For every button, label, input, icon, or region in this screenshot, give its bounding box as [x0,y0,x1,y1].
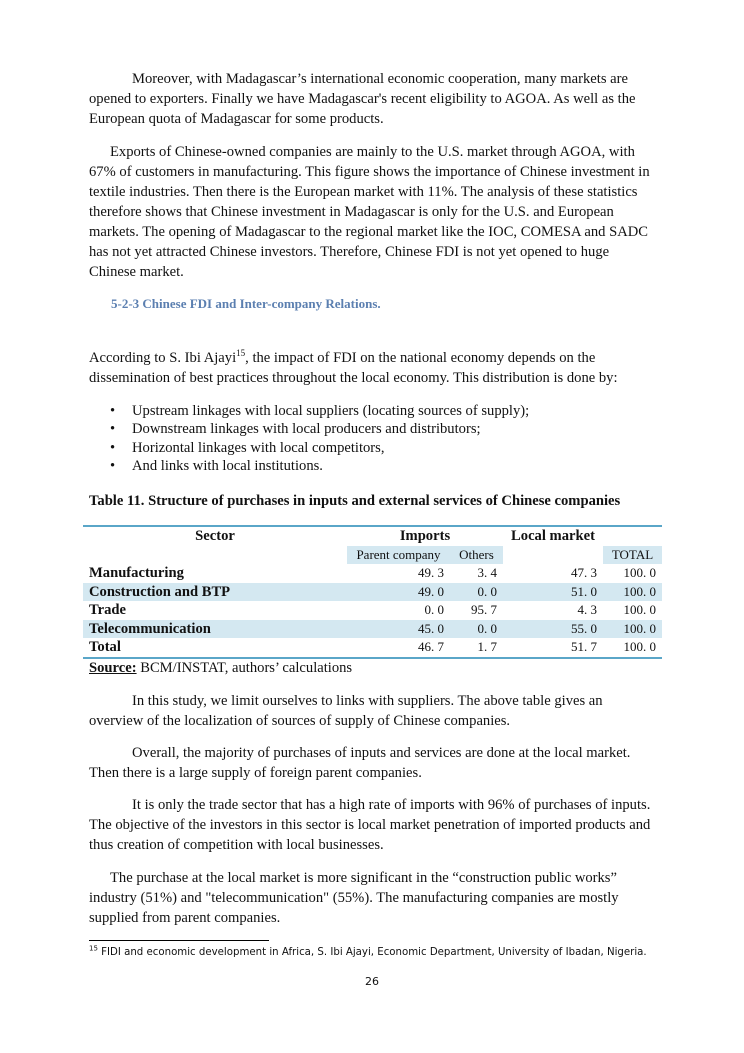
table-source [89,660,352,677]
row-parent: 49. 3 [418,565,444,580]
bullet-icon: • [110,457,116,474]
footnote-reference: 15 [236,348,246,359]
row-others: 1. 7 [477,639,497,654]
row-sector: Trade [89,602,127,618]
row-total: 100. 0 [623,602,656,617]
header-sector: Sector [195,528,235,544]
paragraph-cooperation: Moreover, with Madagascar’s international economic cooperation, many markets are opened to exporters. Finally we have Madagascar's recent eligibility to AGOA. As well as the European quota of Madagascar for some products. [89,71,636,127]
row-parent: 45. 0 [418,620,444,636]
row-others: 3. 4 [477,565,497,580]
row-parent: 0. 0 [424,602,444,617]
ajayi-text-before: According to S. Ibi Ajayi [89,350,237,366]
list-item [89,420,649,438]
table-subheader-row [83,546,662,565]
row-parent: 49. 0 [418,583,444,599]
header-imports: Imports [399,528,451,544]
footnote [89,946,647,960]
table-row [83,564,662,583]
list-item [89,402,649,420]
header-others: Others [450,546,503,565]
page-number: 26 [365,975,379,988]
row-others: 0. 0 [477,583,497,599]
row-sector: Telecommunication [89,620,211,637]
footnote-divider [89,940,269,941]
row-local: 55. 0 [571,620,597,636]
ajayi-text-after: , the impact of FDI on the national economy depends on the dissemination of best practices throughout the local economy. This distribution is done by: [89,350,618,386]
footnote-text: FIDI and economic development in Africa, S. Ibi Ajayi, Economic Department, University of Ibadan, Nigeria. [97,947,647,958]
table-row [83,620,662,639]
paragraph-overall: Overall, the majority of purchases of inputs and services are done at the local market. Then there is a large supply of foreign parent companies. [89,745,631,781]
row-sector: Manufacturing [89,565,184,581]
table-total-row [83,638,662,658]
row-local: 47. 3 [571,565,597,580]
header-total: TOTAL [603,546,662,565]
list-item-text: Upstream linkages with local suppliers (locating sources of supply); [132,403,530,419]
list-item [89,457,649,475]
row-total: 100. 0 [623,620,656,636]
row-sector: Construction and BTP [89,583,231,600]
header-parent-company: Parent company [347,546,450,565]
footnote-number: 15 [89,944,98,953]
source-label: Source: [89,660,137,676]
purchases-table [83,525,662,659]
table-row [83,601,662,620]
row-parent: 46. 7 [418,639,444,654]
row-local: 51. 7 [571,639,597,654]
bullet-icon: • [110,403,116,419]
row-total: 100. 0 [623,583,656,599]
bullet-icon: • [110,421,116,438]
paragraph-local-purchase: The purchase at the local market is more significant in the “construction public works” industry (51%) and "telecommunication" (55%). The manufacturing companies are mostly supplied from parent companies. [89,870,619,926]
row-total: 100. 0 [623,565,656,580]
table-row [83,583,662,602]
row-others: 0. 0 [477,620,497,636]
section-heading: 5-2-3 Chinese FDI and Inter-company Relations. [111,296,381,311]
table-title: Table 11. Structure of purchases in inputs and external services of Chinese companies [89,493,621,509]
row-local: 51. 0 [571,583,597,599]
list-item-text: And links with local institutions. [132,457,323,474]
bullet-icon: • [110,439,116,456]
list-item [89,439,649,457]
linkage-list [89,402,649,475]
row-local: 4. 3 [577,602,597,617]
paragraph-study: In this study, we limit ourselves to links with suppliers. The above table gives an overview of the localization of sources of supply of Chinese companies. [89,693,603,729]
row-others: 95. 7 [471,602,497,617]
table-header-row [83,526,662,546]
list-item-text: Downstream linkages with local producers and distributors; [132,421,481,438]
list-item-text: Horizontal linkages with local competitors, [132,439,385,456]
source-text: BCM/INSTAT, authors’ calculations [136,660,353,676]
paragraph-exports: Exports of Chinese-owned companies are mainly to the U.S. market through AGOA, with 67% of customers in manufacturing. This figure shows the importance of Chinese investment in textile industries. Then there is the European market with 11%. The analysis of these statistics therefore shows that Chinese investment in Madagascar is only for the U.S. and European markets. The opening of Madagascar to the regional market like the IOC, COMESA and SADC has not yet attracted Chinese investors. Therefore, Chinese FDI is not yet opened to huge Chinese market. [89,144,650,280]
row-sector: Total [89,639,121,655]
header-local-market: Local market [511,528,595,544]
paragraph-ajayi [89,348,657,388]
paragraph-trade: It is only the trade sector that has a high rate of imports with 96% of purchases of inputs. The objective of the investors in this sector is local market penetration of imported products and thus creation of competition with local businesses. [89,797,651,853]
row-total: 100. 0 [623,639,656,654]
